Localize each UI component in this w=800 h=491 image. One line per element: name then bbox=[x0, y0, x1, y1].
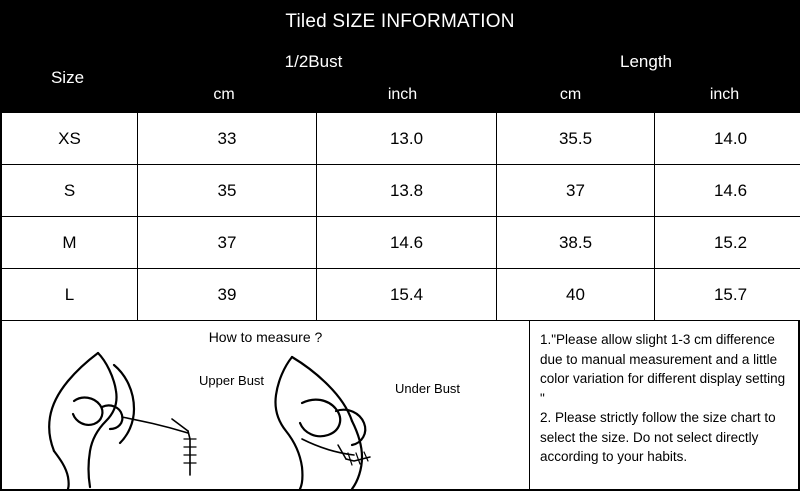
chart-title-text: Tiled SIZE INFORMATION bbox=[285, 11, 515, 32]
cell-bust-inch: 13.0 bbox=[317, 113, 497, 165]
cell-size: M bbox=[1, 217, 138, 269]
table-row bbox=[1, 269, 800, 321]
cell-bust-cm: 35 bbox=[138, 165, 317, 217]
table-header bbox=[0, 44, 800, 112]
cell-length-cm: 40 bbox=[497, 269, 655, 321]
header-length-cm: cm bbox=[559, 86, 582, 103]
bottom-section bbox=[0, 321, 800, 491]
header-bust-inch: inch bbox=[387, 86, 418, 103]
table-row bbox=[1, 113, 800, 165]
size-table bbox=[0, 112, 800, 321]
header-bust-cm: cm bbox=[213, 86, 235, 103]
header-group-bust: 1/2Bust bbox=[284, 52, 343, 71]
header-size-label: Size bbox=[50, 68, 85, 87]
cell-bust-inch: 14.6 bbox=[317, 217, 497, 269]
upper-bust-label: Upper Bust bbox=[199, 373, 265, 388]
cell-bust-cm: 39 bbox=[138, 269, 317, 321]
measure-illustration-icon bbox=[2, 347, 530, 489]
how-to-measure-panel bbox=[2, 321, 530, 489]
cell-length-cm: 37 bbox=[497, 165, 655, 217]
note-line-1: 1."Please allow slight 1-3 cm difference due to manual measurement and a little color variation for different display setting " bbox=[540, 332, 786, 406]
cell-length-inch: 15.7 bbox=[655, 269, 800, 321]
cell-bust-inch: 15.4 bbox=[317, 269, 497, 321]
cell-bust-inch: 13.8 bbox=[317, 165, 497, 217]
header-group-length: Length bbox=[620, 52, 672, 71]
cell-length-inch: 14.6 bbox=[655, 165, 800, 217]
table-row bbox=[1, 217, 800, 269]
cell-bust-cm: 33 bbox=[138, 113, 317, 165]
cell-size: XS bbox=[1, 113, 138, 165]
notes-panel bbox=[530, 321, 798, 489]
table-row bbox=[1, 165, 800, 217]
cell-size: L bbox=[1, 269, 138, 321]
cell-bust-cm: 37 bbox=[138, 217, 317, 269]
note-line-2: 2. Please strictly follow the size chart to select the size. Do not select directly according to your habits. bbox=[540, 410, 776, 465]
chart-title bbox=[0, 0, 800, 44]
header-length-inch: inch bbox=[709, 86, 740, 103]
cell-size: S bbox=[1, 165, 138, 217]
cell-length-inch: 15.2 bbox=[655, 217, 800, 269]
cell-length-cm: 35.5 bbox=[497, 113, 655, 165]
cell-length-cm: 38.5 bbox=[497, 217, 655, 269]
how-to-measure-title: How to measure ? bbox=[208, 329, 323, 345]
cell-length-inch: 14.0 bbox=[655, 113, 800, 165]
under-bust-label: Under Bust bbox=[395, 381, 461, 396]
